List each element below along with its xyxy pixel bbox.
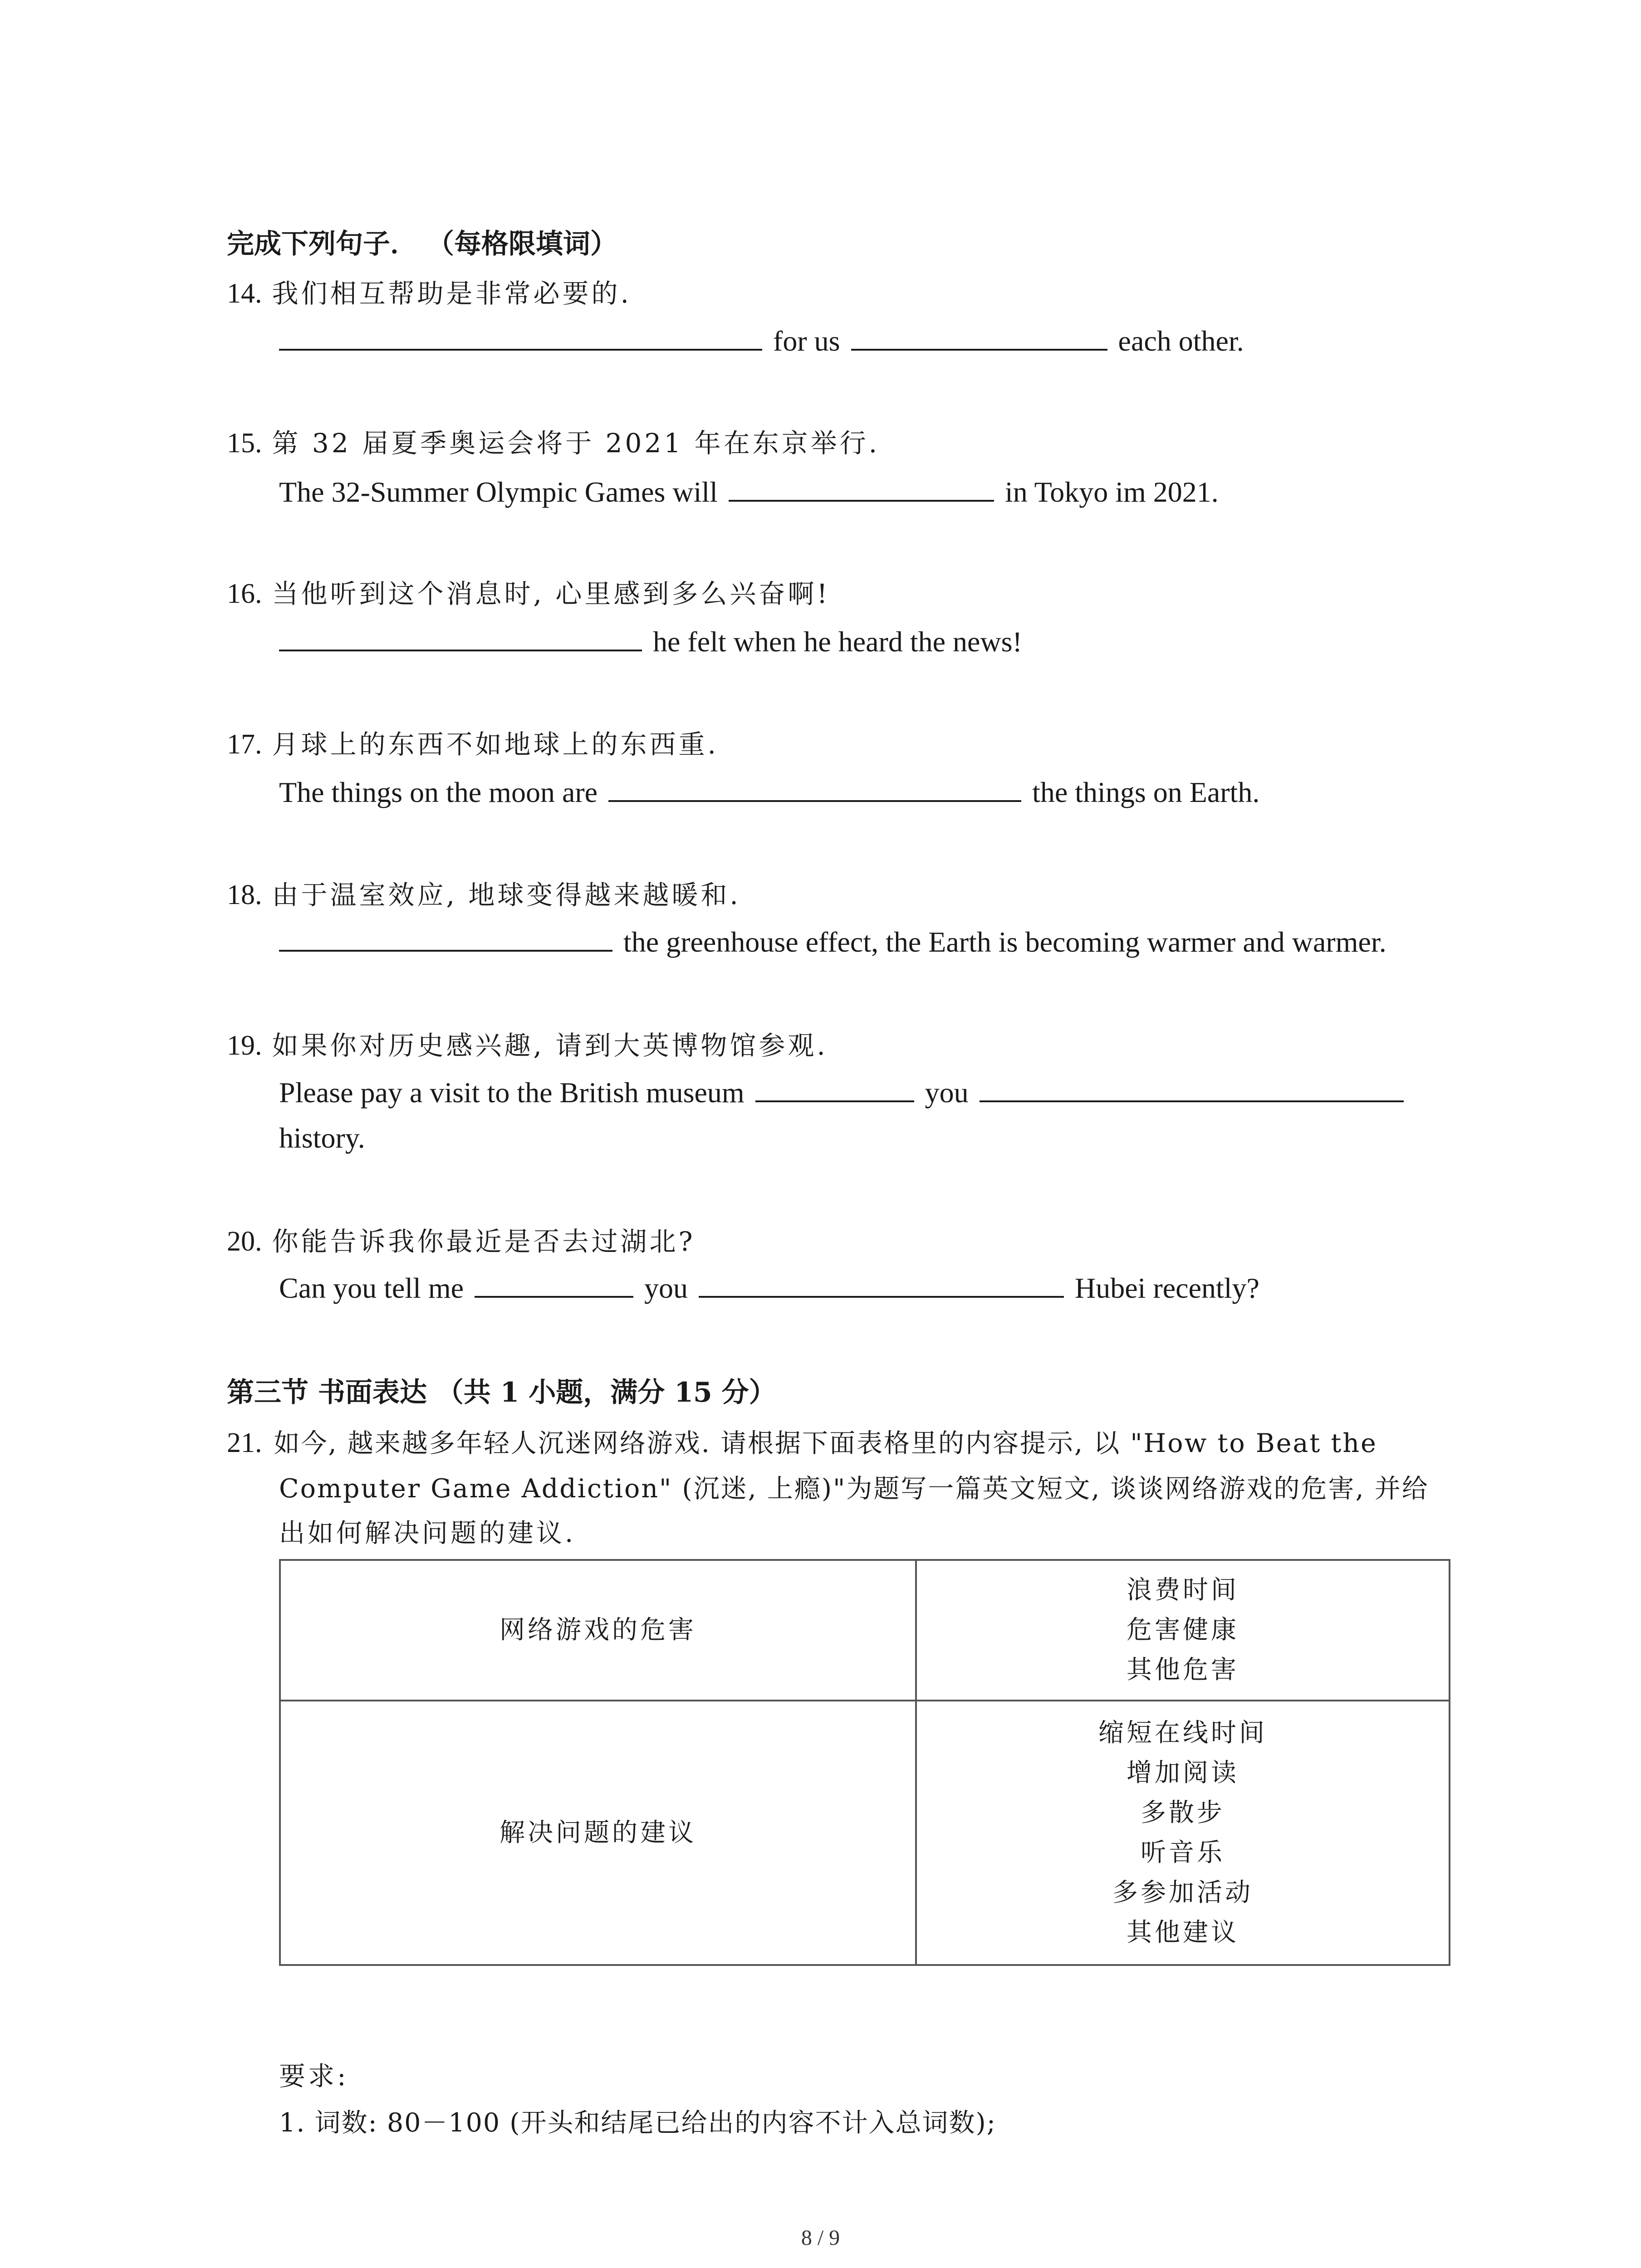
answer-blank[interactable] [608, 777, 1021, 802]
question-21 [227, 1422, 1377, 1460]
answer-blank[interactable] [279, 926, 612, 952]
question-prompt-zh: 由于温室效应, 地球变得越来越暖和. [272, 880, 741, 910]
hint-table [279, 1559, 1450, 1966]
answer-blank[interactable] [980, 1077, 1404, 1102]
question-number: 21. [227, 1427, 262, 1458]
question-15-sentence [279, 475, 1219, 509]
question-number: 20. [227, 1226, 262, 1257]
question-18 [227, 874, 741, 912]
list-item: 多参加活动 [1112, 1877, 1253, 1907]
sentence-text: each other. [1118, 325, 1244, 357]
sentence-text: Can you tell me [279, 1272, 464, 1304]
sentence-text: The things on the moon are [279, 776, 598, 808]
question-19 [227, 1024, 828, 1062]
answer-blank[interactable] [279, 325, 762, 351]
sentence-text: you [644, 1272, 688, 1304]
question-21-line3: 出如何解决问题的建议. [279, 1518, 576, 1548]
requirement-item: 1. 词数: 80－100 (开头和结尾已给出的内容不计入总词数); [279, 2108, 996, 2138]
question-number: 17. [227, 729, 262, 760]
question-14-sentence [279, 324, 1244, 358]
answer-blank[interactable] [699, 1272, 1064, 1298]
table-cell-items [916, 1701, 1450, 1965]
list-item: 其他建议 [1127, 1917, 1239, 1947]
question-prompt-zh: 月球上的东西不如地球上的东西重. [272, 729, 719, 760]
question-prompt-zh: 当他听到这个消息时, 心里感到多么兴奋啊! [272, 578, 830, 609]
question-16 [227, 572, 830, 611]
table-row [280, 1701, 1450, 1965]
page-number: 8 / 9 [801, 2226, 840, 2250]
answer-blank[interactable] [475, 1272, 633, 1298]
question-prompt-zh: 如果你对历史感兴趣, 请到大英博物馆参观. [272, 1030, 828, 1061]
question-20 [227, 1220, 696, 1258]
question-number: 16. [227, 578, 262, 609]
sentence-text: you [925, 1076, 969, 1109]
question-21-line2: Computer Game Addiction" (沉迷, 上瘾)"为题写一篇英文短文, 谈谈网络游戏的危害, 并给 [279, 1474, 1429, 1504]
section-heading: 完成下列句子． （每格限填词） [227, 228, 617, 260]
question-prompt-zh: 我们相互帮助是非常必要的. [272, 278, 632, 309]
sentence-text: Please pay a visit to the British museum [279, 1076, 745, 1109]
question-18-sentence [279, 925, 1386, 959]
answer-blank[interactable] [755, 1077, 914, 1102]
question-15 [227, 422, 880, 460]
sentence-text: The 32-Summer Olympic Games will [279, 476, 718, 508]
list-item: 浪费时间 [1127, 1575, 1239, 1605]
question-20-sentence [279, 1271, 1259, 1305]
list-item: 增加阅读 [1127, 1758, 1239, 1788]
question-number: 19. [227, 1030, 262, 1061]
question-prompt-zh: 第 32 届夏季奥运会将于 2021 年在东京举行. [272, 428, 880, 459]
sentence-text: the things on Earth. [1032, 776, 1260, 808]
list-item: 听音乐 [1141, 1838, 1225, 1867]
question-17 [227, 723, 719, 761]
list-item: 危害健康 [1127, 1615, 1239, 1645]
sentence-text: the greenhouse effect, the Earth is becoming warmer and warmer. [623, 926, 1386, 958]
question-17-sentence [279, 776, 1259, 809]
question-number: 15. [227, 428, 262, 459]
list-item: 多散步 [1141, 1798, 1225, 1828]
sentence-text: in Tokyo im 2021. [1004, 476, 1219, 508]
question-16-sentence [279, 625, 1022, 659]
question-number: 14. [227, 278, 262, 309]
table-cell-items [916, 1560, 1450, 1701]
answer-blank[interactable] [729, 476, 994, 502]
answer-blank[interactable] [851, 325, 1107, 351]
section3-heading: 第三节 书面表达 （共 1 小题，满分 15 分） [227, 1377, 776, 1408]
question-prompt-zh: 你能告诉我你最近是否去过湖北? [272, 1226, 696, 1257]
list-item: 其他危害 [1127, 1655, 1239, 1685]
sentence-text: he felt when he heard the news! [653, 626, 1022, 658]
sentence-text: Hubei recently? [1075, 1272, 1259, 1304]
list-item: 缩短在线时间 [1098, 1718, 1267, 1748]
question-14 [227, 272, 632, 310]
question-19-sentence [279, 1076, 1404, 1110]
table-row [280, 1560, 1450, 1701]
sentence-text: for us [773, 325, 840, 357]
requirements-title: 要求: [279, 2061, 349, 2092]
question-21-line1: 如今, 越来越多年轻人沉迷网络游戏. 请根据下面表格里的内容提示, 以 "How to Beat the [274, 1428, 1377, 1458]
answer-blank[interactable] [279, 626, 642, 651]
table-cell-label: 解决问题的建议 [280, 1701, 916, 1965]
question-19-sentence-end: history. [279, 1122, 365, 1154]
question-number: 18. [227, 880, 262, 910]
table-cell-label: 网络游戏的危害 [280, 1560, 916, 1701]
